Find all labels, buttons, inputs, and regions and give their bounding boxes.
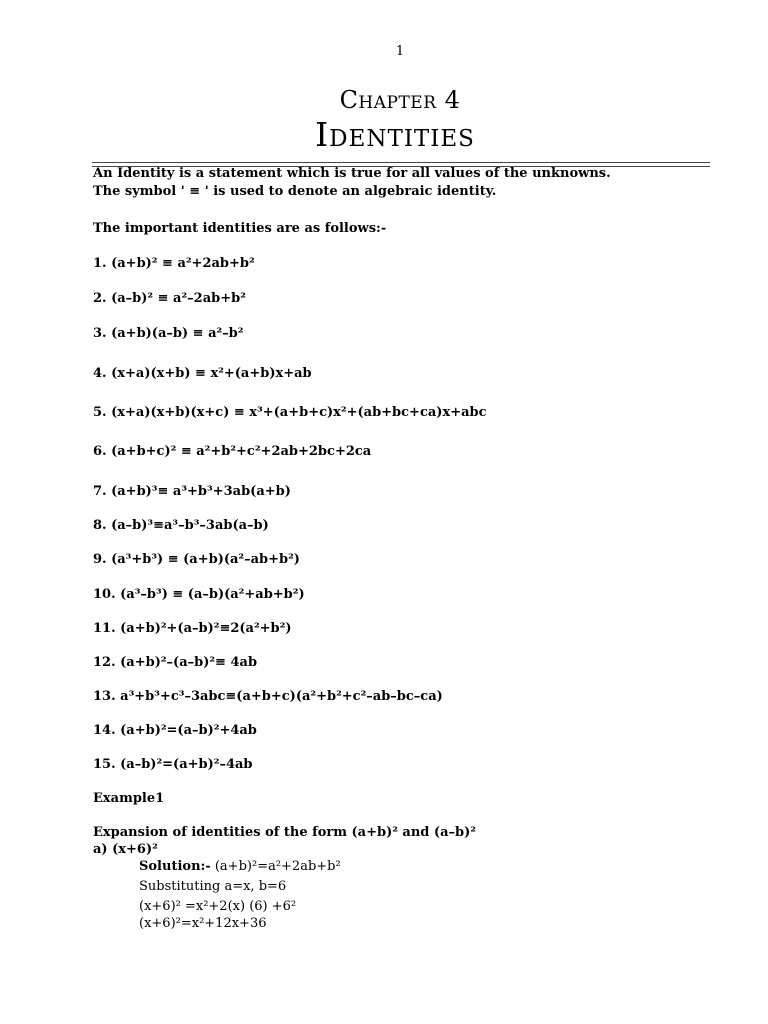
identity-11: 11. (a+b)²+(a–b)²≡2(a²+b²) [93,621,292,636]
example-heading: Example1 [93,791,165,806]
identity-5: 5. (x+a)(x+b)(x+c) ≡ x³+(a+b+c)x²+(ab+bc+ca)x+abc [93,405,487,420]
identity-9: 9. (a³+b³) ≡ (a+b)(a²–ab+b²) [93,552,300,567]
page-title: Identities [315,115,475,154]
identity-12: 12. (a+b)²–(a–b)²≡ 4ab [93,655,258,670]
identity-10: 10. (a³–b³) ≡ (a–b)(a²+ab+b²) [93,587,305,602]
step-2: (x+6)²=x²+12x+36 [139,916,267,931]
identity-6: 6. (a+b+c)² ≡ a²+b²+c²+2ab+2bc+2ca [93,444,372,459]
solution-label: Solution:- [139,859,211,874]
substituting-line: Substituting a=x, b=6 [139,879,287,894]
identity-3: 3. (a+b)(a–b) ≡ a²–b² [93,326,244,341]
intro-line-2: The symbol ' ≡ ' is used to denote an algebraic identity. [93,184,497,199]
identity-13: 13. a³+b³+c³–3abc≡(a+b+c)(a²+b²+c²–ab–bc–ca) [93,689,443,704]
chapter-heading: Chapter 4 [339,86,461,114]
identity-14: 14. (a+b)²=(a–b)²+4ab [93,723,257,738]
solution-formula: (a+b)²=a²+2ab+b² [214,859,341,874]
page-number: 1 [395,44,405,59]
example-expansion: Expansion of identities of the form (a+b)² and (a–b)² [93,825,476,840]
intro-line-1: An Identity is a statement which is true for all values of the unknowns. [93,166,611,181]
identity-8: 8. (a–b)³≡a³–b³–3ab(a–b) [93,518,269,533]
identity-2: 2. (a–b)² ≡ a²–2ab+b² [93,291,246,306]
title-divider-top [92,162,710,163]
step-1: (x+6)² =x²+2(x) (6) +6² [139,899,297,914]
identity-4: 4. (x+a)(x+b) ≡ x²+(a+b)x+ab [93,366,312,381]
solution-line [139,859,341,874]
intro-line-3: The important identities are as follows:- [93,221,387,236]
example-part-a: a) (x+6)² [93,842,158,857]
identity-7: 7. (a+b)³≡ a³+b³+3ab(a+b) [93,484,291,499]
identity-15: 15. (a–b)²=(a+b)²–4ab [93,757,253,772]
identity-1: 1. (a+b)² ≡ a²+2ab+b² [93,256,255,271]
